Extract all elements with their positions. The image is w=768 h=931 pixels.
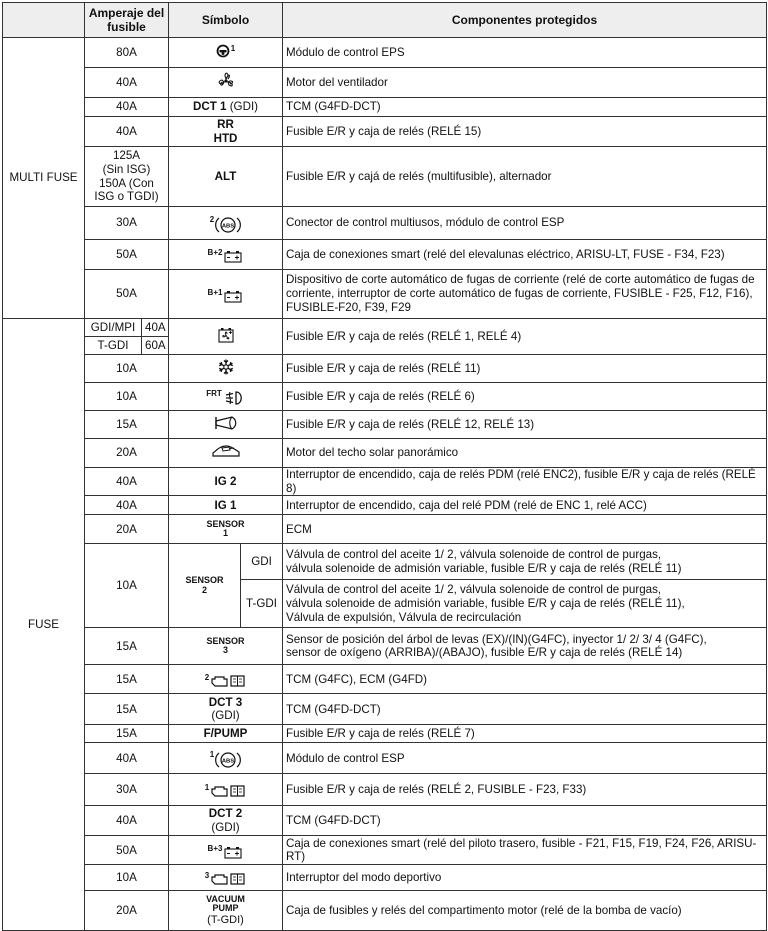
table-row	[3, 496, 767, 515]
engine-book-icon	[205, 783, 246, 799]
symbol-cell	[169, 544, 241, 628]
amperage-cell: 40A	[85, 98, 169, 117]
symbol-cell	[169, 98, 283, 117]
amperage-cell: 50A	[85, 240, 169, 270]
table-row	[3, 891, 767, 931]
amperage-cell: 40A	[85, 468, 169, 496]
amperage-cell: 10A	[85, 544, 169, 628]
symbol-cell	[169, 628, 283, 665]
symbol-cell	[169, 319, 283, 355]
symbol-superscript: FRT	[206, 389, 222, 398]
horn-icon	[212, 414, 240, 432]
amperage-cell: 50A	[85, 270, 169, 319]
symbol-cell	[169, 147, 283, 207]
component-cell: Caja de fusibles y relés del compartimento motor (relé de la bomba de vacío)	[283, 891, 767, 931]
header-amperage: Amperaje del fusible	[85, 3, 169, 38]
component-cell: Fusible E/R y cajá de relés (multifusible), alternador	[283, 147, 767, 207]
battery-icon	[208, 248, 244, 264]
symbol-line: (T-GDI)	[207, 913, 244, 926]
component-line: Dispositivo de corte automático de fugas de corriente (relé de corte automático de fugas de	[286, 273, 755, 287]
symbol-line: (GDI)	[211, 820, 240, 834]
symbol-cell	[169, 270, 283, 319]
front-fog-lamp-icon	[206, 389, 245, 407]
amperage-cell	[85, 147, 169, 207]
table-row	[3, 468, 767, 496]
amperage-cell: 30A	[85, 774, 169, 806]
symbol-line: DCT 3	[208, 695, 243, 709]
table-row	[3, 665, 767, 694]
amperage-cell: 20A	[85, 891, 169, 931]
table-row	[3, 411, 767, 439]
symbol-line: HTD	[213, 131, 238, 145]
svg-text:ABS: ABS	[222, 758, 235, 765]
header-group	[3, 3, 85, 38]
table-row	[3, 240, 767, 270]
table-row	[3, 68, 767, 98]
component-cell: Módulo de control EPS	[283, 38, 767, 68]
component-cell: Fusible E/R y caja de relés (RELÉ 2, FUSIBLE - F23, F33)	[283, 774, 767, 806]
table-row	[3, 98, 767, 117]
amperage-cell: 10A	[85, 355, 169, 383]
symbol-superscript: B+3	[207, 843, 223, 853]
component-cell: TCM (G4FD-DCT)	[283, 806, 767, 836]
symbol-superscript: 1	[204, 783, 210, 793]
amperage-cell: 15A	[85, 665, 169, 694]
amperage-cell: 40A	[85, 806, 169, 836]
symbol-line: 3	[222, 645, 228, 656]
amperage-cell: 10A	[85, 383, 169, 411]
symbol-line: VACUUM	[206, 893, 245, 904]
table-row	[3, 270, 767, 319]
symbol-cell	[169, 665, 283, 694]
symbol-superscript: 2	[204, 672, 210, 682]
component-line: Sensor de posición del árbol de levas (EX)/(IN)(G4FC), inyector 1/ 2/ 3/ 4 (G4FC),	[286, 632, 707, 646]
engine-book-icon	[205, 673, 246, 689]
symbol-cell	[169, 439, 283, 468]
abs-icon	[210, 215, 241, 235]
symbol-cell	[169, 496, 283, 515]
variant-cell: GDI	[241, 544, 283, 580]
symbol-label: IG 2	[214, 474, 237, 488]
component-line: sensor de oxígeno (ARRIBA)/(ABAJO), fusible E/R y caja de relés (RELÉ 14)	[286, 646, 683, 660]
symbol-cell	[169, 68, 283, 98]
symbol-line: SENSOR	[206, 635, 245, 646]
symbol-cell	[169, 865, 283, 891]
fuse-table	[2, 2, 767, 931]
table-row	[3, 865, 767, 891]
symbol-label: IG 1	[214, 498, 237, 512]
fan-icon	[215, 71, 237, 91]
component-cell: Fusible E/R y caja de relés (RELÉ 12, RELÉ 13)	[283, 411, 767, 439]
component-line: válvula solenoide de admisión variable, fusible E/R y caja de relés (RELÉ 11)	[286, 561, 682, 575]
component-line: FUSIBLE-F20, F39, F29	[286, 300, 412, 314]
battery-icon	[208, 844, 244, 860]
symbol-cell	[169, 725, 283, 743]
engine-book-icon	[205, 871, 246, 887]
symbol-cell	[169, 411, 283, 439]
table-row	[3, 544, 767, 580]
symbol-cell	[169, 383, 283, 411]
component-cell: Conector de control multiusos, módulo de control ESP	[283, 207, 767, 240]
amperage-cell: 15A	[85, 411, 169, 439]
table-row	[3, 515, 767, 544]
group-fuse: FUSE	[3, 319, 85, 931]
symbol-line: SENSOR	[206, 518, 245, 529]
abs-icon	[210, 750, 241, 770]
symbol-cell	[169, 207, 283, 240]
amperage-cell: 15A	[85, 628, 169, 665]
component-cell: Interruptor de encendido, caja del relé PDM (relé de ENC 1, relé ACC)	[283, 496, 767, 515]
table-row	[3, 439, 767, 468]
symbol-line: PUMP	[212, 903, 239, 914]
component-cell: Interruptor del modo deportivo	[283, 865, 767, 891]
table-row	[3, 355, 767, 383]
table-row	[3, 117, 767, 147]
amperage-cell: 80A	[85, 38, 169, 68]
component-cell: Fusible E/R y caja de relés (RELÉ 6)	[283, 383, 767, 411]
component-line: Válvula de control del aceite 1/ 2, válvula solenoide de control de purgas,	[286, 583, 662, 597]
cooling-fan-icon	[216, 326, 236, 344]
component-cell: TCM (G4FD-DCT)	[283, 98, 767, 117]
symbol-cell	[169, 836, 283, 865]
symbol-cell	[169, 743, 283, 774]
symbol-cell	[169, 355, 283, 383]
component-cell: Motor del ventilador	[283, 68, 767, 98]
component-cell	[283, 270, 767, 319]
symbol-line: RR	[217, 117, 234, 131]
symbol-line: SENSOR	[185, 575, 224, 586]
component-cell: Caja de conexiones smart (relé del elevalunas eléctrico, ARISU-LT, FUSE - F34, F23)	[283, 240, 767, 270]
variant-cell: GDI/MPI	[85, 319, 142, 337]
group-multi-fuse: MULTI FUSE	[3, 38, 85, 319]
amperage-line: (Sin ISG)	[102, 162, 151, 176]
amperage-cell: 20A	[85, 515, 169, 544]
component-cell: Fusible E/R y caja de relés (RELÉ 7)	[283, 725, 767, 743]
component-line: corriente, interruptor de corte automático de fugas de corriente, FUSIBLE - F25, F12, F16),	[286, 287, 753, 301]
amperage-cell: 10A	[85, 865, 169, 891]
symbol-label: F/PUMP	[203, 727, 248, 740]
component-cell: Módulo de control ESP	[283, 743, 767, 774]
amperage-cell: 40A	[142, 319, 169, 337]
table-row	[3, 836, 767, 865]
component-cell: Fusible E/R y caja de relés (RELÉ 15)	[283, 117, 767, 147]
ac-snowflake-icon	[217, 358, 235, 376]
header-components: Componentes protegidos	[283, 3, 767, 38]
amperage-cell: 40A	[85, 117, 169, 147]
variant-cell: T-GDI	[241, 580, 283, 628]
symbol-cell	[169, 694, 283, 725]
eps-steering-icon	[216, 44, 235, 58]
component-cell: TCM (G4FD-DCT)	[283, 694, 767, 725]
amperage-line: ISG o TGDI)	[94, 190, 159, 204]
header-row	[3, 3, 767, 38]
amperage-cell: 50A	[85, 836, 169, 865]
table-row	[3, 694, 767, 725]
symbol-line: DCT 2	[208, 807, 243, 821]
symbol-line: 2	[201, 584, 207, 595]
header-symbol: Símbolo	[169, 3, 283, 38]
symbol-superscript: B+2	[207, 248, 223, 257]
component-cell: Fusible E/R y caja de relés (RELÉ 1, RELÉ 4)	[283, 319, 767, 355]
symbol-line: 1	[222, 528, 228, 539]
table-row	[3, 725, 767, 743]
component-cell: Caja de conexiones smart (relé del piloto trasero, fusible - F21, F15, F19, F24, F26, ARISU-RT)	[283, 836, 767, 865]
variant-cell: T-GDI	[85, 337, 142, 355]
amperage-cell: 60A	[142, 337, 169, 355]
amperage-cell: 15A	[85, 694, 169, 725]
component-cell: ECM	[283, 515, 767, 544]
amperage-line: 150A (Con	[99, 176, 154, 190]
table-row	[3, 207, 767, 240]
table-row	[3, 774, 767, 806]
amperage-cell: 15A	[85, 725, 169, 743]
component-cell: Motor del techo solar panorámico	[283, 439, 767, 468]
component-cell: Interruptor de encendido, caja de relés PDM (relé ENC2), fusible E/R y caja de relés (RELÉ 8)	[283, 468, 767, 496]
table-row	[3, 38, 767, 68]
component-line: Válvula de expulsión, Válvula de recirculación	[286, 610, 522, 624]
symbol-cell	[169, 38, 283, 68]
symbol-cell	[169, 515, 283, 544]
symbol-line: (GDI)	[211, 709, 240, 723]
symbol-superscript: 2	[209, 214, 215, 224]
component-cell: TCM (G4FC), ECM (G4FD)	[283, 665, 767, 694]
sunroof-icon	[211, 442, 241, 460]
fuse-table-container	[2, 2, 766, 931]
table-row	[3, 806, 767, 836]
component-line: Válvula de control del aceite 1/ 2, válvula solenoide de control de purgas,	[286, 548, 662, 562]
table-row	[3, 743, 767, 774]
symbol-cell	[169, 117, 283, 147]
symbol-cell	[169, 806, 283, 836]
symbol-superscript: 1	[209, 749, 215, 759]
amperage-cell: 30A	[85, 207, 169, 240]
component-cell	[283, 544, 767, 580]
symbol-variant: (GDI)	[229, 100, 259, 114]
table-row	[3, 383, 767, 411]
table-row	[3, 319, 767, 337]
amperage-cell: 40A	[85, 743, 169, 774]
symbol-cell	[169, 240, 283, 270]
symbol-label: DCT 1	[192, 100, 227, 114]
component-cell: Fusible E/R y caja de relés (RELÉ 11)	[283, 355, 767, 383]
symbol-cell	[169, 774, 283, 806]
symbol-label: ALT	[214, 169, 237, 183]
amperage-cell: 40A	[85, 68, 169, 98]
svg-text:ABS: ABS	[222, 222, 235, 229]
component-line: válvula solenoide de admisión variable, fusible E/R y caja de relés (RELÉ 11),	[286, 597, 685, 610]
symbol-superscript: B+1	[207, 287, 223, 297]
amperage-cell: 20A	[85, 439, 169, 468]
component-cell	[283, 628, 767, 665]
table-row	[3, 628, 767, 665]
table-row	[3, 147, 767, 207]
symbol-cell	[169, 891, 283, 931]
symbol-superscript: 1	[230, 43, 236, 53]
battery-icon	[208, 288, 244, 304]
symbol-superscript: 3	[204, 871, 210, 881]
component-cell	[283, 580, 767, 628]
amperage-cell: 40A	[85, 496, 169, 515]
symbol-cell	[169, 468, 283, 496]
amperage-line: 125A	[112, 149, 141, 163]
